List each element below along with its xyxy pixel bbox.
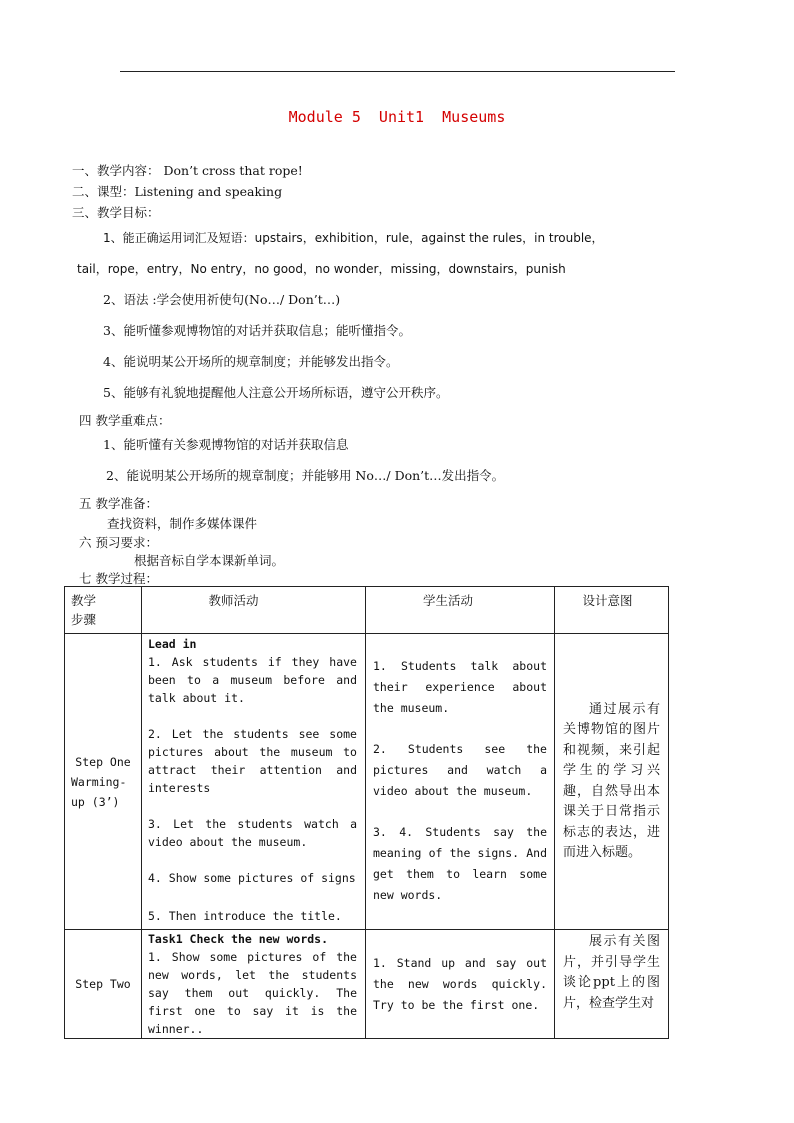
table-row xyxy=(65,930,669,1039)
preparation-text: 查找资料，制作多媒体课件 xyxy=(107,516,258,531)
key-point-2: 2、能说明某公开场所的规章制度；并能够用 No…/ Don’t…发出指令。 xyxy=(106,468,505,483)
objective-1-line-2: tail，rope，entry，No entry，no good，no wonder，missing，downstairs，punish xyxy=(77,262,566,276)
section-content: 一、教学内容： Don’t cross that rope! xyxy=(72,163,303,178)
design-intent-cell xyxy=(555,634,669,930)
teacher-activity-4: 4. Show some pictures of signs xyxy=(148,871,356,885)
teacher-activity-1: 1. Ask students if they have been to a museum before and talk about it. xyxy=(148,655,357,705)
lead-in-heading: Lead in xyxy=(148,637,197,651)
header-rule xyxy=(120,71,675,72)
step-two-cell xyxy=(65,930,142,1039)
section-preparation: 五 教学准备： xyxy=(79,496,158,511)
header-step-line-1: 教学 xyxy=(71,593,97,608)
section-key-points: 四 教学重难点： xyxy=(79,413,171,428)
header-teacher: 教师活动 xyxy=(142,587,366,634)
header-step-line-2: 步骤 xyxy=(71,612,97,627)
teacher-activity-5: 5. Then introduce the title. xyxy=(148,909,342,923)
table-header-row xyxy=(65,587,669,634)
objective-3: 3、能听懂参观博物馆的对话并获取信息；能听懂指令。 xyxy=(103,323,411,338)
header-student: 学生活动 xyxy=(366,587,555,634)
objective-5: 5、能够有礼貌地提醒他人注意公开场所标语，遵守公开秩序。 xyxy=(103,385,449,400)
step-one-line-3: up (3’) xyxy=(71,794,120,809)
document-title: Module 5 Unit1 Museums xyxy=(288,108,506,126)
student-activity-task1: 1. Stand up and say out the new words quickly. Try to be the first one. xyxy=(373,955,547,1012)
header-step xyxy=(65,587,142,634)
step-two-label: Step Two xyxy=(75,977,131,991)
section-preview: 六 预习要求： xyxy=(79,535,158,550)
teacher-activity-cell xyxy=(142,634,366,930)
teacher-activity-task1: 1. Show some pictures of the new words, let the students say them out quickly. The first one to say it is the winner.. xyxy=(148,950,357,1036)
header-design: 设计意图 xyxy=(555,587,669,634)
section-lesson-type: 二、课型：Listening and speaking xyxy=(72,184,283,199)
design-intent-cell-2 xyxy=(555,930,669,1039)
step-one-line-1: Step One xyxy=(75,754,131,769)
student-activity-cell xyxy=(366,634,555,930)
teacher-activity-cell-2 xyxy=(142,930,366,1039)
key-point-1: 1、能听懂有关参观博物馆的对话并获取信息 xyxy=(103,437,349,452)
objective-4: 4、能说明某公开场所的规章制度；并能够发出指令。 xyxy=(103,354,399,369)
step-one-line-2: Warming- xyxy=(71,774,127,789)
section-objectives: 三、教学目标： xyxy=(72,205,160,220)
teacher-activity-2: 2. Let the students see some pictures about the museum to attract their attention and interests xyxy=(148,727,357,795)
preview-text: 根据音标自学本课新单词。 xyxy=(134,553,285,568)
teacher-activity-3: 3. Let the students watch a video about the museum. xyxy=(148,817,357,849)
student-activity-3: 3. 4. Students say the meaning of the signs. And get them to learn some new words. xyxy=(373,825,547,902)
student-activity-1: 1. Students talk about their experience about the museum. xyxy=(373,659,547,715)
step-one-cell xyxy=(65,634,142,930)
teaching-process-table xyxy=(64,586,669,1039)
task1-heading: Task1 Check the new words. xyxy=(148,932,329,946)
objective-2: 2、语法 :学会使用祈使句(No…/ Don’t…) xyxy=(103,292,341,307)
student-activity-cell-2 xyxy=(366,930,555,1039)
table-row xyxy=(65,634,669,930)
section-process: 七 教学过程： xyxy=(79,571,158,586)
objective-1-line-1: 1、能正确运用词汇及短语：upstairs，exhibition，rule，against the rules，in trouble， xyxy=(103,231,604,245)
design-intent-text: 通过展示有关博物馆的图片和视频，来引起学生的学习兴趣，自然导出本课关于日常指示标志的表达，进而进入标题。 xyxy=(563,701,660,860)
student-activity-2: 2. Students see the pictures and watch a video about the museum. xyxy=(373,742,547,798)
design-intent-text-2: 展示有关图片，并引导学生谈论ppt上的图片，检查学生对 xyxy=(563,934,660,1011)
